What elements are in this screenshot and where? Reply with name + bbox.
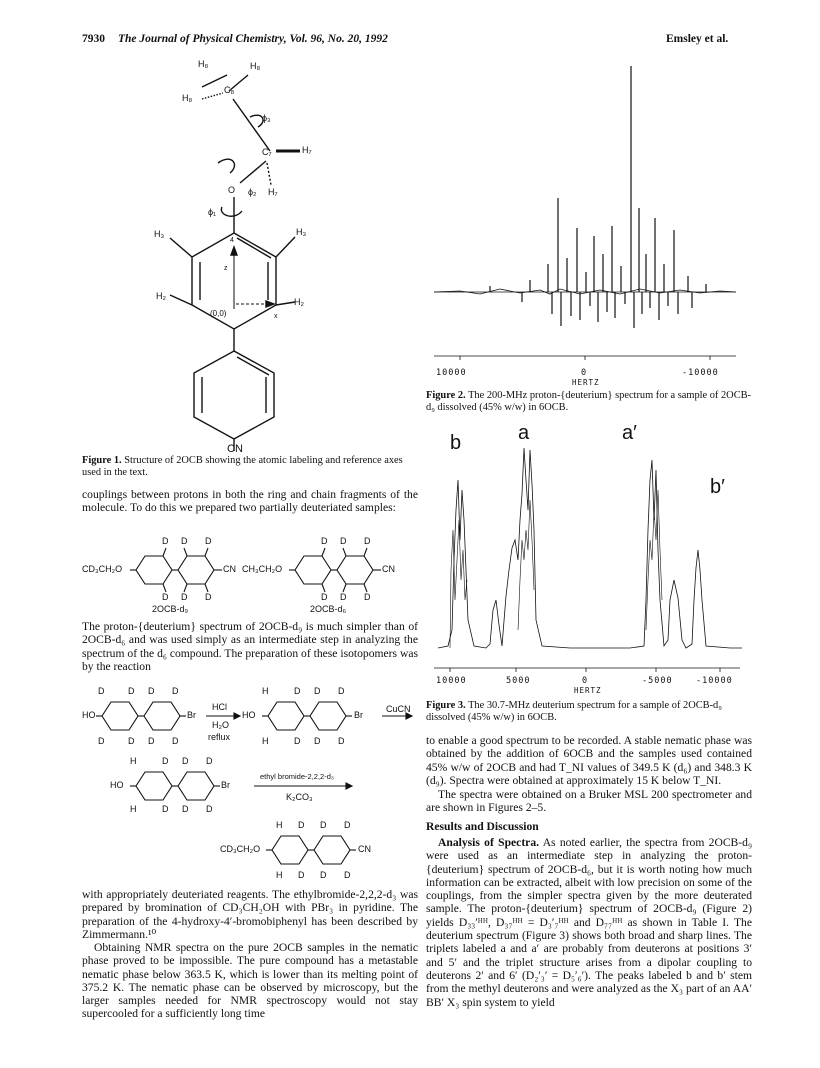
reagent-water: H₂O: [212, 720, 229, 730]
intermediate-bromo: Br: [354, 710, 363, 720]
ring-position-4: 4: [230, 237, 234, 244]
figure-1: [90, 55, 420, 455]
angle-phi3: ϕ₃: [262, 113, 271, 123]
reaction-scheme: [82, 682, 418, 882]
reactant-d-label: D: [98, 736, 105, 746]
atom-h3-right: H₃: [296, 227, 307, 237]
product-d-label: D: [344, 870, 351, 880]
axis-z-label: z: [224, 265, 228, 272]
figure-3-caption: [426, 700, 752, 724]
atom-h7-right: H₇: [302, 145, 312, 155]
right-paragraph-3-text: As noted earlier, the spectra from 2OCB-d₉ were used as an intermediate step in analyzing the proton-{deuterium} spectrum of 2OCB-d₆, but it is worth noting how much information can be extracted, albeit with low precision on some of the couplings, from the simpler spectra given by the more deuterated sample. The proton-{deuterium} spectrum of 2OCB-d₉ (Figure 2) yields D₃₃′ᴴᴴ, D₃₇ᴴᴴ = D₃′₇ᴴᴴ and D₇₇ᴴᴴ as shown in Table I. The deuterium spectrum (Figure 3) shows both broad and sharp lines. The triplets labeled a and a′ are probably from deuterons at positions 3′ and 5′ and the triplet structure arises from a dipolar coupling to deuterons 2′ and 6′ (D₂′₃′ = D₅′₆′). The peaks labeled b and b′ stem from the methyl deuterons and were analyzed as the X₃ part of an AA′ BB′ X₃ spin system to yield: [426, 836, 752, 1009]
reactant-d-label: D: [148, 686, 155, 696]
intermediate-d-label: D: [338, 736, 345, 746]
subsection-heading: Analysis of Spectra.: [438, 836, 540, 849]
journal-title: The Journal of Physical Chemistry, Vol. 96, No. 20, 1992: [118, 33, 388, 45]
isotopomer-structures: [82, 530, 418, 615]
figure-3-caption-text: The 30.7-MHz deuterium spectrum for a sample of 2OCB-d₉ dissolved (45% w/w) in 6OCB.: [426, 700, 722, 723]
angle-phi1: ϕ₁: [208, 207, 217, 217]
figure-2-spectrum: [430, 58, 740, 368]
intermediate-d-label: D: [294, 686, 301, 696]
step2-hydroxy: HO: [110, 780, 124, 790]
figure-1-caption-label: Figure 1.: [82, 455, 122, 466]
figure-1-caption: [82, 455, 418, 479]
figure-3-caption-label: Figure 3.: [426, 700, 466, 711]
d9-ethoxy-group: CD₃CH₂O: [82, 564, 123, 574]
d6-deuterium: D: [340, 592, 347, 602]
axis-x-label: x: [274, 313, 278, 320]
d9-cyano: CN: [223, 564, 236, 574]
reagent-hcl: HCl: [212, 702, 227, 712]
right-paragraph-3: [426, 836, 752, 1009]
figure-2-tick-label: 0: [581, 368, 588, 378]
atom-h3-left: H₃: [154, 229, 165, 239]
reagent-ethyl-bromide: ethyl bromide-2,2,2-d₃: [260, 772, 334, 781]
reactant-bromo: Br: [187, 710, 196, 720]
d6-ethoxy-group: CH₃CH₂O: [242, 564, 283, 574]
figure-3-spectrum: [430, 420, 750, 690]
figure-2-tick-label: -10000: [682, 368, 719, 378]
reactant-d-label: D: [172, 686, 179, 696]
reactant-d-label: D: [128, 736, 135, 746]
product-d-label: D: [320, 820, 327, 830]
atom-h2-left: H₂: [156, 291, 166, 301]
label-2ocb-d9: 2OCB-d₉: [152, 604, 189, 614]
step2-h-label: H: [130, 804, 137, 814]
d9-deuterium: D: [162, 536, 169, 546]
product-h-label: H: [276, 870, 283, 880]
figure-2-caption: [426, 390, 752, 414]
running-authors: Emsley et al.: [666, 33, 729, 45]
reactant-d-label: D: [128, 686, 135, 696]
angle-phi2: ϕ₂: [248, 187, 257, 197]
d6-deuterium: D: [321, 592, 328, 602]
product-ethoxy: CD₃CH₂O: [220, 844, 261, 854]
d6-cyano: CN: [382, 564, 395, 574]
d6-deuterium: D: [321, 536, 328, 546]
step2-d-label: D: [182, 756, 189, 766]
figure-2: [430, 58, 740, 398]
step2-bromo: Br: [221, 780, 230, 790]
left-paragraph-3: with appropriately deuteriated reagents. The ethylbromide-2,2,2-d₃ was prepared by bromination of CD₃CH₂OH with PBr₃ in pyridine. The preparation of the 4-hydroxy-4′-bromobiphenyl has been described by Zimmermann.¹⁰: [82, 888, 418, 941]
d6-deuterium: D: [340, 536, 347, 546]
intermediate-h-label: H: [262, 686, 269, 696]
peak-label-b: b: [450, 432, 462, 454]
intermediate-h-label: H: [262, 736, 269, 746]
atom-c8: C₈: [224, 85, 235, 95]
figure-1-caption-text: Structure of 2OCB showing the atomic labeling and reference axes used in the text.: [82, 455, 403, 478]
d9-deuterium: D: [181, 536, 188, 546]
reagent-k2co3: K₂CO₃: [286, 792, 313, 802]
figure-3-tick-label: 0: [582, 676, 589, 686]
product-h-label: H: [276, 820, 283, 830]
figure-2-caption-text: The 200-MHz proton-{deuterium} spectrum for a sample of 2OCB-d₉ dissolved (45% w/w) in 6OCB.: [426, 390, 752, 413]
product-d-label: D: [320, 870, 327, 880]
d9-deuterium: D: [162, 592, 169, 602]
d9-deuterium: D: [181, 592, 188, 602]
left-paragraph-2: The proton-{deuterium} spectrum of 2OCB-d₉ is much simpler than of 2OCB-d₆ and was used simply as an intermediate step in analyzing the spectrum of the d₆ compound. The preparation of these isotopomers was by the reaction: [82, 620, 418, 673]
product-d-label: D: [298, 870, 305, 880]
figure-3-tick-label: -5000: [642, 676, 673, 686]
peak-label-a-prime: a′: [622, 422, 637, 444]
atom-c7: C₇: [262, 147, 272, 157]
peak-label-a: a: [518, 422, 530, 444]
d6-deuterium: D: [364, 536, 371, 546]
atom-h8-top-right: H₈: [250, 61, 261, 71]
step2-d-label: D: [162, 804, 169, 814]
figure-2-tick-label: 10000: [436, 368, 467, 378]
reactant-d-label: D: [172, 736, 179, 746]
intermediate-d-label: D: [314, 686, 321, 696]
atom-h2-right: H₂: [294, 297, 304, 307]
atom-h7-lower: H₇: [268, 187, 278, 197]
figure-3-tick-label: 10000: [436, 676, 467, 686]
d9-deuterium: D: [205, 536, 212, 546]
step2-d-label: D: [162, 756, 169, 766]
step2-d-label: D: [206, 756, 213, 766]
intermediate-d-label: D: [338, 686, 345, 696]
section-heading: Results and Discussion: [426, 820, 539, 833]
figure-2-caption-label: Figure 2.: [426, 390, 466, 401]
peak-label-b-prime: b′: [710, 476, 725, 498]
figure-3-tick-label: -10000: [696, 676, 733, 686]
step2-d-label: D: [182, 804, 189, 814]
reactant-d-label: D: [98, 686, 105, 696]
left-paragraph-1: couplings between protons in both the ring and chain fragments of the molecule. To do this we prepared two partially deuteriated samples:: [82, 488, 418, 515]
cyano-group: CN: [227, 443, 243, 455]
product-cyano: CN: [358, 844, 371, 854]
right-paragraph-2: The spectra were obtained on a Bruker MSL 200 spectrometer and are shown in Figures 2–5.: [426, 788, 752, 815]
intermediate-d-label: D: [314, 736, 321, 746]
product-d-label: D: [298, 820, 305, 830]
intermediate-hydroxy: HO: [242, 710, 256, 720]
step2-h-label: H: [130, 756, 137, 766]
atom-oxygen: O: [228, 185, 236, 195]
atom-h8-left: H₈: [182, 93, 193, 103]
atom-h8-top-left: H₈: [198, 59, 209, 69]
figure-1-drawing: [90, 55, 420, 455]
reagent-reflux: reflux: [208, 732, 231, 742]
label-2ocb-d6: 2OCB-d₆: [310, 604, 347, 614]
product-d-label: D: [344, 820, 351, 830]
d9-deuterium: D: [205, 592, 212, 602]
step2-d-label: D: [206, 804, 213, 814]
figure-3-tick-label: 5000: [506, 676, 531, 686]
intermediate-d-label: D: [294, 736, 301, 746]
left-paragraph-4: Obtaining NMR spectra on the pure 2OCB samples in the nematic phase proved to be impossible. The pure compound has a metastable nematic phase below 363.5 K, which is lower than its melting point of 375.2 K. The nematic phase can be observed by microscopy, but the larger samples needed for NMR spectroscopy would not stay supercooled for a sufficiently long time: [82, 941, 418, 1021]
d6-deuterium: D: [364, 592, 371, 602]
figure-3: [430, 420, 750, 690]
reactant-hydroxy: HO: [82, 710, 96, 720]
page-number: 7930: [82, 33, 105, 45]
reagent-cucn: CuCN: [386, 704, 411, 714]
figure-2-axis-label: HERTZ: [572, 378, 600, 387]
reactant-d-label: D: [148, 736, 155, 746]
origin-label: (0,0): [210, 309, 227, 318]
right-paragraph-1: to enable a good spectrum to be recorded. A stable nematic phase was obtained by the addition of 6OCB and the samples used contained 45% w/w of 2OCB and had T_NI values of 349.5 K (d₆) and 348.3 K (d₉). Spectra were obtained at approximately 15 K below T_NI.: [426, 734, 752, 787]
figure-3-axis-label: HERTZ: [574, 686, 602, 695]
